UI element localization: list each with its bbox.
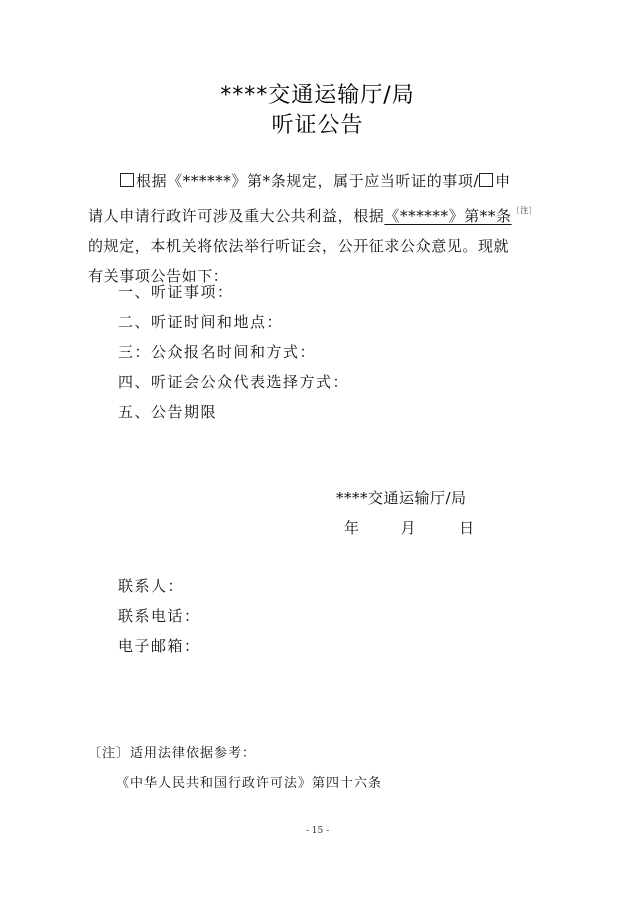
signature-org: ****交通运输厅/局 bbox=[336, 489, 467, 507]
item-registration: 三：公众报名时间和方式： bbox=[118, 343, 317, 361]
intro-line-4: 有关事项公告如下： bbox=[88, 267, 229, 285]
contact-phone: 联系电话： bbox=[118, 607, 201, 625]
intro-paragraph bbox=[88, 166, 554, 291]
date-month: 月 bbox=[400, 519, 416, 537]
intro-line-1: 根据《******》第*条规定，属于应当听证的事项/ 申 bbox=[88, 166, 554, 196]
note-heading: 〔注〕适用法律依据参考： bbox=[88, 746, 257, 761]
date-day: 日 bbox=[459, 519, 475, 537]
signature-date bbox=[344, 517, 474, 538]
document-subtitle: 听证公告 bbox=[271, 113, 364, 138]
checkbox-icon bbox=[120, 173, 134, 187]
contact-person: 联系人： bbox=[118, 577, 185, 595]
item-representative-selection: 四、听证会公众代表选择方式： bbox=[118, 373, 350, 391]
item-hearing-matter: 一、听证事项： bbox=[118, 283, 234, 301]
document-title: ****交通运输厅/局 bbox=[220, 83, 415, 108]
note-reference: 《中华人民共和国行政许可法》第四十六条 bbox=[116, 776, 383, 791]
intro-line-2: 请人申请行政许可涉及重大公共利益，根据《******》第**条$^{〔注〕}$ bbox=[88, 206, 538, 225]
item-hearing-time-place: 二、听证时间和地点： bbox=[118, 313, 284, 331]
date-year: 年 bbox=[344, 519, 360, 537]
footnote-marker: 〔注〕 bbox=[511, 206, 538, 215]
item-announcement-period: 五、公告期限 bbox=[118, 403, 218, 421]
checkbox-icon bbox=[479, 173, 493, 187]
page-number: - 15 - bbox=[305, 826, 330, 836]
law-reference: 《******》第**条 bbox=[384, 207, 512, 225]
intro-line-3: 的规定，本机关将依法举行听证会，公开征求公众意见。现就 bbox=[88, 237, 510, 255]
contact-email: 电子邮箱： bbox=[118, 637, 201, 655]
